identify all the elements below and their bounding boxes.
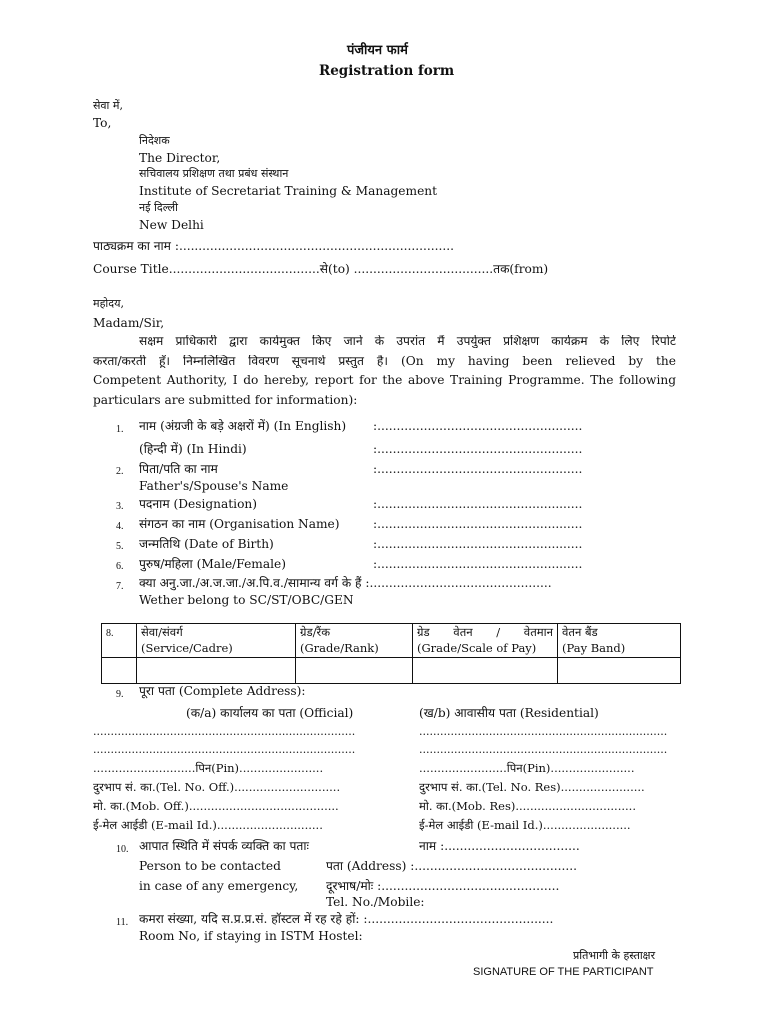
field-number: 3. — [116, 501, 124, 512]
grade-rank-header-hindi: ग्रेड/रैंक — [300, 625, 331, 639]
designation-label: पदनाम (Designation) — [139, 497, 258, 511]
grade-rank-input[interactable] — [296, 658, 413, 684]
intro-line: particulars are submitted for information): — [93, 393, 358, 407]
field-number: 11. — [116, 917, 129, 928]
addressee-line: निदेशक — [139, 134, 170, 147]
official-address-line[interactable]: ........................................................................... — [93, 743, 356, 756]
field-number: 4. — [116, 521, 124, 532]
form-title-hindi: पंजीयन फार्म — [347, 43, 408, 58]
intro-line: करता/करती हूँ। निम्नलिखित विवरण सूचनार्थ प्रस्तुत है। (On my having been relieved by the — [93, 355, 676, 368]
service-cadre-header: (Service/Cadre) — [141, 640, 233, 655]
addressee-line: नई दिल्ली — [139, 201, 178, 214]
pay-band-header: (Pay Band) — [562, 640, 626, 655]
name-english-label: नाम (अंग्रजी के बड़े अक्षरों में) (In English) — [139, 419, 347, 433]
table-cell — [137, 624, 296, 658]
salutation: Madam/Sir, — [93, 316, 165, 330]
father-name-label: Father's/Spouse's Name — [139, 479, 289, 493]
emergency-contact-label-hindi: आपात स्थिति में संपर्क व्यक्ति का पताः — [139, 839, 309, 853]
service-cadre-input[interactable] — [137, 658, 296, 684]
residential-mobile-input[interactable]: मो. का.(Mob. Res)................................. — [419, 799, 636, 813]
dob-label: जन्मतिथि (Date of Birth) — [139, 537, 274, 551]
name-hindi-label: (हिन्दी में) (In Hindi) — [139, 442, 247, 456]
table-row — [102, 658, 681, 684]
signature-label-hindi: प्रतिभागी के हस्ताक्षर — [573, 949, 656, 962]
service-cadre-header-hindi: सेवा/संवर्ग — [141, 625, 183, 639]
gender-label: पुरुष/महिला (Male/Female) — [139, 557, 286, 571]
grade-pay-header: (Grade/Scale of Pay) — [417, 640, 537, 655]
residential-email-input[interactable]: ई-मेल आईडी (E-mail Id.)........................ — [419, 818, 631, 832]
course-title-field[interactable]: Course Title.......................................से(to) ....................................तक(from) — [93, 262, 549, 276]
addressee-to: To, — [93, 116, 112, 130]
organisation-input[interactable]: :..................................................... — [373, 517, 583, 531]
field-number: 9. — [116, 689, 124, 700]
service-details-table — [101, 623, 681, 684]
table-header-row — [102, 624, 681, 658]
addressee-line: The Director, — [139, 151, 221, 165]
father-name-input[interactable]: :..................................................... — [373, 462, 583, 476]
field-number: 1. — [116, 424, 124, 435]
table-cell — [558, 624, 681, 658]
emergency-case-label: in case of any emergency, — [139, 879, 299, 893]
category-field[interactable]: क्या अनु.जा./अ.ज.जा./अ.पि.व./सामान्य वर्ग के हैं :............................................... — [139, 576, 552, 590]
field-number: 2. — [116, 466, 124, 477]
signature-label: SIGNATURE OF THE PARTICIPANT — [473, 966, 654, 978]
table-cell — [296, 624, 413, 658]
emergency-name-input[interactable]: नाम :................................... — [419, 839, 580, 853]
official-address-line[interactable]: ........................................................................... — [93, 725, 356, 738]
table-cell — [102, 624, 137, 658]
official-tel-input[interactable]: दुरभाप सं. का.(Tel. No. Off.)............................. — [93, 780, 341, 794]
hostel-room-label: Room No, if staying in ISTM Hostel: — [139, 929, 363, 943]
grade-rank-header: (Grade/Rank) — [300, 640, 379, 655]
addressee-seva: सेवा में, — [93, 99, 123, 112]
official-address-heading: (क/a) कार्यालय का पता (Official) — [186, 706, 354, 720]
intro-line: सक्षम प्राधिकारी द्वारा कार्यमुक्त किए जाने के उपरांत मैं उपर्युक्त प्रशिक्षण कार्यक्रम के लिए रिपोर्ट — [139, 335, 676, 348]
father-name-label-hindi: पिता/पति का नाम — [139, 462, 218, 476]
intro-line: Competent Authority, I do hereby, report for the above Training Programme. The following — [93, 374, 676, 387]
residential-pin-input[interactable]: ........................पिन(Pin)....................... — [419, 761, 635, 775]
addressee-line: सचिवालय प्रशिक्षण तथा प्रबंध संस्थान — [139, 167, 289, 180]
addressee-line: Institute of Secretariat Training & Management — [139, 184, 438, 198]
field-number: 5. — [116, 541, 124, 552]
organisation-label: संगठन का नाम (Organisation Name) — [139, 517, 340, 531]
emergency-phone-input[interactable]: दूरभाष/मोः :.............................................. — [326, 879, 560, 893]
table-cell — [102, 658, 137, 684]
field-number: 8. — [106, 628, 114, 639]
name-english-input[interactable]: :..................................................... — [373, 419, 583, 433]
official-email-input[interactable]: ई-मेल आईडी (E-mail Id.)............................. — [93, 818, 323, 832]
emergency-phone-label: Tel. No./Mobile: — [326, 895, 425, 909]
residential-address-heading: (ख/b) आवासीय पता (Residential) — [419, 706, 599, 720]
name-hindi-input[interactable]: :..................................................... — [373, 442, 583, 456]
pay-band-input[interactable] — [558, 658, 681, 684]
field-number: 10. — [116, 844, 129, 855]
complete-address-label: पूरा पता (Complete Address): — [139, 684, 306, 698]
table-cell — [413, 624, 558, 658]
salutation-hindi: महोदय, — [93, 297, 124, 310]
dob-input[interactable]: :..................................................... — [373, 537, 583, 551]
field-number: 6. — [116, 561, 124, 572]
pay-band-header-hindi: वेतन बैंड — [562, 625, 598, 639]
residential-address-line[interactable]: ....................................................................... — [419, 725, 668, 738]
official-mobile-input[interactable]: मो. का.(Mob. Off.)......................................... — [93, 799, 339, 813]
grade-pay-input[interactable] — [413, 658, 558, 684]
official-pin-input[interactable]: ............................पिन(Pin)....................... — [93, 761, 324, 775]
category-label: Wether belong to SC/ST/OBC/GEN — [139, 593, 354, 607]
course-name-field[interactable]: पाठ्यक्रम का नाम :....................................................................... — [93, 239, 454, 253]
addressee-line: New Delhi — [139, 218, 204, 232]
grade-pay-header-hindi: ग्रेड वेतन / वेतमान — [417, 625, 553, 639]
residential-tel-input[interactable]: दुरभाप सं. का.(Tel. No. Res)....................... — [419, 780, 645, 794]
residential-address-line[interactable]: ....................................................................... — [419, 743, 668, 756]
designation-input[interactable]: :..................................................... — [373, 497, 583, 511]
emergency-address-input[interactable]: पता (Address) :.......................................... — [326, 859, 578, 873]
form-title: Registration form — [319, 63, 455, 79]
field-number: 7. — [116, 581, 124, 592]
emergency-person-label: Person to be contacted — [139, 859, 281, 873]
gender-input[interactable]: :..................................................... — [373, 557, 583, 571]
hostel-room-input[interactable]: कमरा संख्या, यदि स.प्र.प्र.सं. हॉस्टल में रह रहे हों: :................................................ — [139, 912, 554, 926]
